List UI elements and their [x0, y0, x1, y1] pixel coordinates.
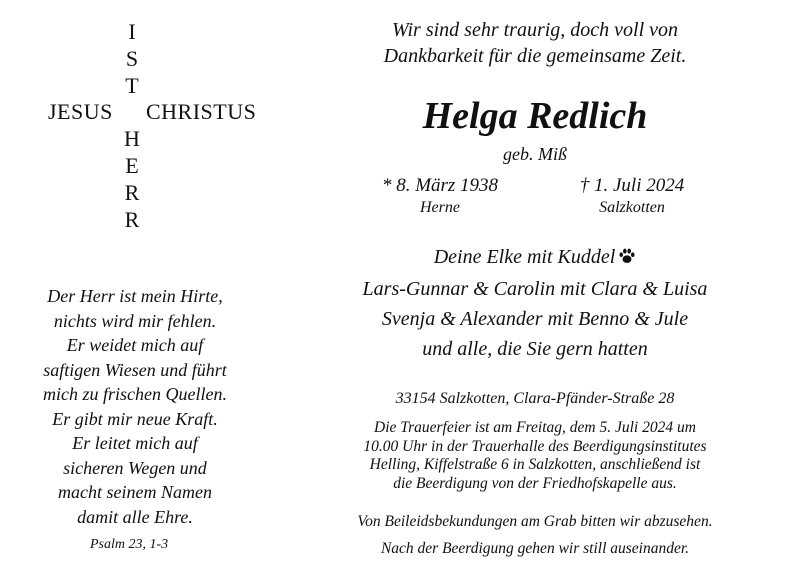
cross-letter: S	[125, 46, 139, 71]
mourner-line: Lars-Gunnar & Carolin mit Clara & Luisa	[362, 278, 708, 300]
address: 33154 Salzkotten, Clara-Pfänder-Straße 28	[395, 390, 675, 407]
intro-line: Dankbarkeit für die gemeinsame Zeit.	[383, 45, 687, 67]
cross-letter: R	[124, 180, 140, 205]
psalm-line: nichts wird mir fehlen.	[53, 310, 217, 331]
cross-letter: T	[125, 73, 139, 98]
notice-line: Die Trauerfeier ist am Freitag, dem 5. Juli 2024 um	[374, 419, 696, 436]
psalm-line: Er weidet mich auf	[66, 335, 204, 355]
psalm-line: mich zu frischen Quellen.	[43, 384, 227, 404]
death-info	[532, 175, 732, 218]
cross-word-jesus: JESUS	[48, 99, 113, 124]
psalm-line: Der Herr ist mein Hirte,	[47, 286, 223, 306]
psalm-text	[15, 284, 255, 529]
intro-text	[345, 17, 725, 69]
cross-letter: E	[125, 153, 139, 178]
mourner-line: und alle, die Sie gern hatten	[422, 338, 648, 360]
funeral-notice	[300, 419, 770, 494]
mourner-line	[300, 242, 770, 274]
maiden-name: geb. Miß	[503, 144, 567, 164]
mourner-text: Deine Elke mit Kuddel	[433, 246, 616, 268]
death-place: Salzkotten	[599, 199, 665, 216]
cross-letter: R	[124, 207, 140, 232]
cross-letter: I	[128, 19, 136, 44]
paw-icon	[618, 244, 636, 274]
deceased-name: Helga Redlich	[422, 95, 648, 137]
psalm-line: Er gibt mir neue Kraft.	[52, 408, 218, 429]
psalm-line: macht seinem Namen	[58, 482, 212, 502]
notice-line: Helling, Kiffelstraße 6 in Salzkotten, anschließend ist	[369, 456, 701, 474]
intro-line: Wir sind sehr traurig, doch voll von	[391, 19, 679, 41]
mourner-line: Svenja & Alexander mit Benno & Jule	[381, 308, 689, 330]
psalm-line: damit alle Ehre.	[77, 506, 193, 527]
closing-note: Nach der Beerdigung gehen wir still auseinander.	[380, 540, 690, 557]
psalm-line: sicheren Wegen und	[63, 457, 207, 478]
condolence-note: Von Beileidsbekundungen am Grab bitten wir abzusehen.	[357, 513, 713, 530]
mourners-list	[300, 242, 770, 364]
psalm-reference: Psalm 23, 1-3	[90, 537, 169, 552]
psalm-line: Er leitet mich auf	[72, 433, 198, 453]
notice-line: die Beerdigung von der Friedhofskapelle aus.	[393, 475, 677, 493]
psalm-line: saftigen Wiesen und führt	[43, 359, 227, 380]
birth-date: * 8. März 1938	[381, 175, 499, 196]
birth-info	[340, 175, 540, 218]
birth-place: Herne	[420, 199, 460, 216]
death-date: † 1. Juli 2024	[579, 175, 685, 196]
cross-word-christus: CHRISTUS	[146, 99, 257, 124]
notice-line: 10.00 Uhr in der Trauerhalle des Beerdigungsinstitutes	[363, 437, 707, 455]
cross-letter: H	[124, 126, 140, 151]
